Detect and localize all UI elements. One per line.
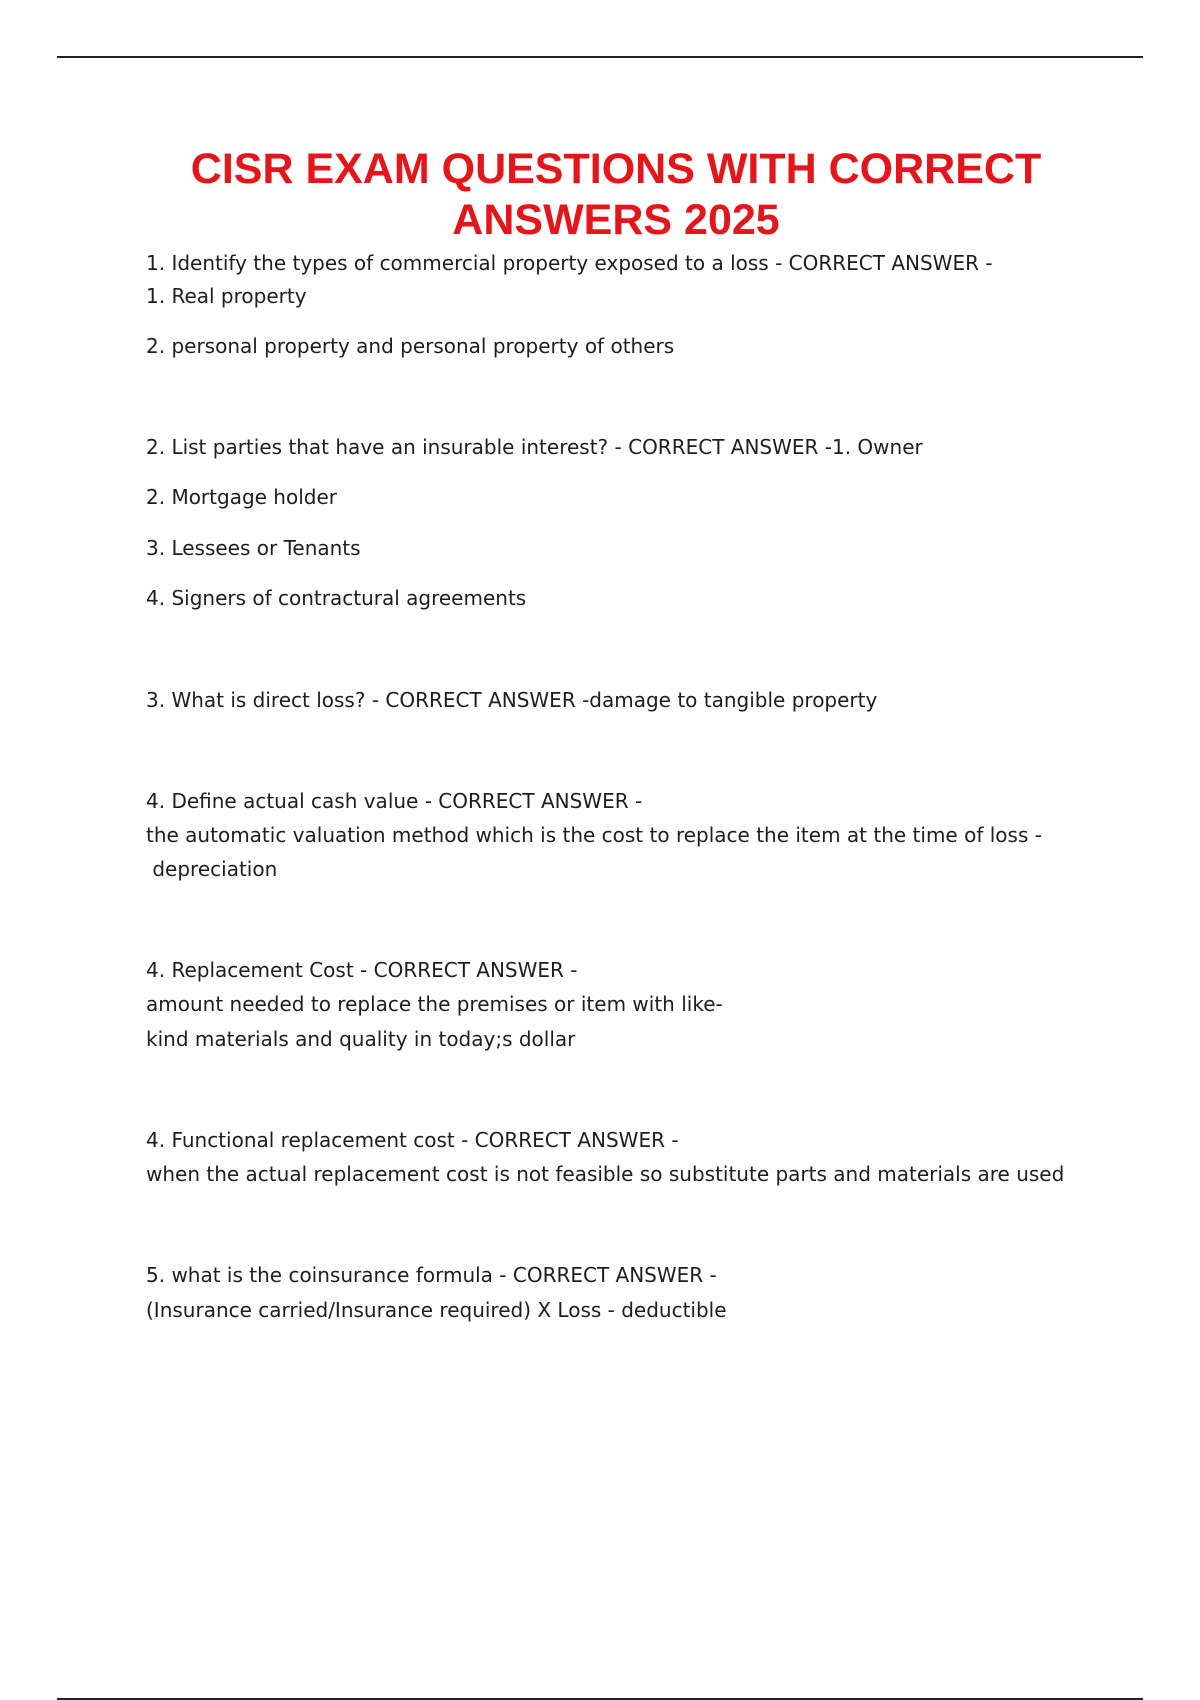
answer-2-line-3: 4. Signers of contractural agreements — [146, 586, 527, 610]
question-4: 4. Define actual cash value - CORRECT ANSWER - — [146, 789, 643, 813]
answer-6-line-1: when the actual replacement cost is not feasible so substitute parts and materials are used — [146, 1162, 1065, 1186]
question-6: 4. Functional replacement cost - CORRECT ANSWER - — [146, 1128, 679, 1152]
question-3: 3. What is direct loss? - CORRECT ANSWER -damage to tangible property — [146, 688, 878, 712]
answer-4-line-1: the automatic valuation method which is the cost to replace the item at the time of loss - — [146, 823, 1042, 847]
question-5: 4. Replacement Cost - CORRECT ANSWER - — [146, 958, 578, 982]
answer-1-line-1: 1. Real property — [146, 284, 307, 308]
answer-5-line-2: kind materials and quality in today;s dollar — [146, 1027, 576, 1051]
answer-2-line-1: 2. Mortgage holder — [146, 485, 337, 509]
answer-7-line-1: (Insurance carried/Insurance required) X Loss - deductible — [146, 1298, 727, 1322]
document-title — [100, 144, 1132, 246]
answer-5-line-1: amount needed to replace the premises or item with like- — [146, 992, 723, 1016]
title-line-2: ANSWERS 2025 — [452, 196, 780, 244]
answer-2-line-2: 3. Lessees or Tenants — [146, 536, 361, 560]
answer-4-line-2: depreciation — [146, 857, 278, 881]
question-1: 1. Identify the types of commercial property exposed to a loss - CORRECT ANSWER - — [146, 251, 993, 275]
title-line-1: CISR EXAM QUESTIONS WITH CORRECT — [190, 145, 1042, 193]
top-rule — [57, 56, 1143, 58]
question-7: 5. what is the coinsurance formula - CORRECT ANSWER - — [146, 1263, 717, 1287]
answer-1-line-2: 2. personal property and personal property of others — [146, 334, 675, 358]
question-2: 2. List parties that have an insurable interest? - CORRECT ANSWER -1. Owner — [146, 435, 923, 459]
